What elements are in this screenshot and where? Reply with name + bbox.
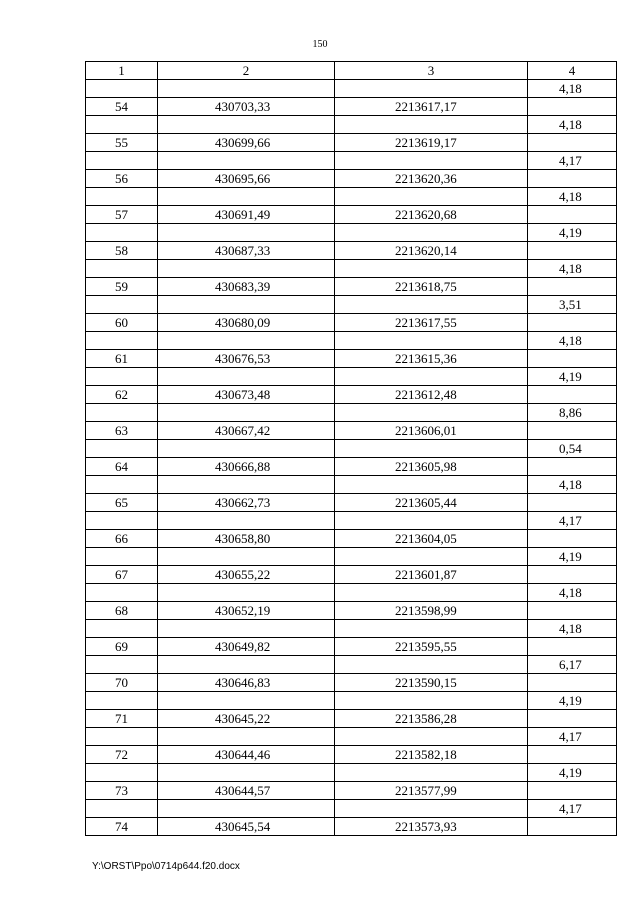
x-coordinate-cell: 430655,22 <box>158 566 335 584</box>
point-number-cell: 65 <box>86 494 158 512</box>
point-number-cell: 56 <box>86 170 158 188</box>
point-row <box>86 170 617 188</box>
point-number-cell: 57 <box>86 206 158 224</box>
y-coordinate-cell: 2213586,28 <box>335 710 528 728</box>
y-coordinate-cell: 2213573,93 <box>335 818 528 836</box>
distance-cell: 4,17 <box>528 152 617 170</box>
point-row <box>86 98 617 116</box>
point-row <box>86 530 617 548</box>
distance-row <box>86 224 617 242</box>
x-coordinate-cell: 430691,49 <box>158 206 335 224</box>
x-coordinate-cell: 430680,09 <box>158 314 335 332</box>
distance-cell: 4,19 <box>528 548 617 566</box>
distance-cell: 4,18 <box>528 584 617 602</box>
point-row <box>86 494 617 512</box>
point-row <box>86 350 617 368</box>
distance-row <box>86 116 617 134</box>
distance-row <box>86 764 617 782</box>
page-number: 150 <box>312 39 328 50</box>
point-row <box>86 746 617 764</box>
point-row <box>86 602 617 620</box>
distance-row <box>86 368 617 386</box>
point-row <box>86 206 617 224</box>
distance-cell: 4,18 <box>528 476 617 494</box>
point-row <box>86 566 617 584</box>
point-number-cell: 59 <box>86 278 158 296</box>
point-number-cell: 61 <box>86 350 158 368</box>
distance-cell: 4,17 <box>528 512 617 530</box>
distance-row <box>86 476 617 494</box>
x-coordinate-cell: 430667,42 <box>158 422 335 440</box>
y-coordinate-cell: 2213620,36 <box>335 170 528 188</box>
footer-file-path: Y:\ORST\Ppo\0714p644.f20.docx <box>92 861 240 872</box>
y-coordinate-cell: 2213604,05 <box>335 530 528 548</box>
distance-row <box>86 80 617 98</box>
point-number-cell: 58 <box>86 242 158 260</box>
distance-row <box>86 512 617 530</box>
point-row <box>86 458 617 476</box>
distance-cell: 4,17 <box>528 800 617 818</box>
column-header-4: 4 <box>528 62 617 80</box>
distance-cell: 4,18 <box>528 80 617 98</box>
point-number-cell: 55 <box>86 134 158 152</box>
distance-row <box>86 692 617 710</box>
distance-cell: 4,17 <box>528 728 617 746</box>
distance-cell: 4,18 <box>528 260 617 278</box>
x-coordinate-cell: 430652,19 <box>158 602 335 620</box>
point-row <box>86 710 617 728</box>
distance-row <box>86 656 617 674</box>
point-number-cell: 66 <box>86 530 158 548</box>
point-row <box>86 314 617 332</box>
point-row <box>86 386 617 404</box>
distance-cell: 4,18 <box>528 116 617 134</box>
point-number-cell: 73 <box>86 782 158 800</box>
distance-cell: 4,19 <box>528 764 617 782</box>
distance-cell: 4,18 <box>528 188 617 206</box>
y-coordinate-cell: 2213605,44 <box>335 494 528 512</box>
y-coordinate-cell: 2213612,48 <box>335 386 528 404</box>
x-coordinate-cell: 430699,66 <box>158 134 335 152</box>
x-coordinate-cell: 430662,73 <box>158 494 335 512</box>
y-coordinate-cell: 2213582,18 <box>335 746 528 764</box>
point-number-cell: 54 <box>86 98 158 116</box>
coordinates-table <box>85 61 617 836</box>
point-number-cell: 69 <box>86 638 158 656</box>
table-body <box>86 80 617 836</box>
distance-row <box>86 800 617 818</box>
x-coordinate-cell: 430695,66 <box>158 170 335 188</box>
column-header-2: 2 <box>158 62 335 80</box>
y-coordinate-cell: 2213619,17 <box>335 134 528 152</box>
point-number-cell: 64 <box>86 458 158 476</box>
x-coordinate-cell: 430646,83 <box>158 674 335 692</box>
y-coordinate-cell: 2213605,98 <box>335 458 528 476</box>
distance-row <box>86 260 617 278</box>
y-coordinate-cell: 2213620,68 <box>335 206 528 224</box>
y-coordinate-cell: 2213620,14 <box>335 242 528 260</box>
y-coordinate-cell: 2213598,99 <box>335 602 528 620</box>
distance-row <box>86 332 617 350</box>
x-coordinate-cell: 430673,48 <box>158 386 335 404</box>
x-coordinate-cell: 430649,82 <box>158 638 335 656</box>
point-row <box>86 278 617 296</box>
distance-cell: 0,54 <box>528 440 617 458</box>
point-number-cell: 68 <box>86 602 158 620</box>
x-coordinate-cell: 430645,22 <box>158 710 335 728</box>
point-row <box>86 638 617 656</box>
distance-cell: 4,19 <box>528 368 617 386</box>
point-number-cell: 70 <box>86 674 158 692</box>
y-coordinate-cell: 2213617,17 <box>335 98 528 116</box>
distance-row <box>86 620 617 638</box>
point-row <box>86 242 617 260</box>
point-number-cell: 63 <box>86 422 158 440</box>
column-header-3: 3 <box>335 62 528 80</box>
y-coordinate-cell: 2213617,55 <box>335 314 528 332</box>
point-row <box>86 818 617 836</box>
x-coordinate-cell: 430676,53 <box>158 350 335 368</box>
point-number-cell: 71 <box>86 710 158 728</box>
distance-row <box>86 152 617 170</box>
distance-cell: 6,17 <box>528 656 617 674</box>
distance-row <box>86 440 617 458</box>
point-number-cell: 62 <box>86 386 158 404</box>
point-row <box>86 422 617 440</box>
y-coordinate-cell: 2213615,36 <box>335 350 528 368</box>
table-header-row <box>86 62 617 80</box>
y-coordinate-cell: 2213601,87 <box>335 566 528 584</box>
x-coordinate-cell: 430687,33 <box>158 242 335 260</box>
column-header-1: 1 <box>86 62 158 80</box>
x-coordinate-cell: 430703,33 <box>158 98 335 116</box>
point-number-cell: 72 <box>86 746 158 764</box>
point-row <box>86 674 617 692</box>
point-row <box>86 134 617 152</box>
distance-cell: 3,51 <box>528 296 617 314</box>
point-number-cell: 67 <box>86 566 158 584</box>
y-coordinate-cell: 2213618,75 <box>335 278 528 296</box>
distance-row <box>86 404 617 422</box>
distance-row <box>86 296 617 314</box>
y-coordinate-cell: 2213590,15 <box>335 674 528 692</box>
x-coordinate-cell: 430644,46 <box>158 746 335 764</box>
distance-row <box>86 188 617 206</box>
x-coordinate-cell: 430658,80 <box>158 530 335 548</box>
point-number-cell: 60 <box>86 314 158 332</box>
x-coordinate-cell: 430644,57 <box>158 782 335 800</box>
distance-cell: 4,18 <box>528 620 617 638</box>
distance-cell: 4,19 <box>528 692 617 710</box>
y-coordinate-cell: 2213577,99 <box>335 782 528 800</box>
distance-row <box>86 548 617 566</box>
point-row <box>86 782 617 800</box>
distance-row <box>86 728 617 746</box>
distance-cell: 4,19 <box>528 224 617 242</box>
y-coordinate-cell: 2213606,01 <box>335 422 528 440</box>
x-coordinate-cell: 430645,54 <box>158 818 335 836</box>
distance-row <box>86 584 617 602</box>
y-coordinate-cell: 2213595,55 <box>335 638 528 656</box>
distance-cell: 4,18 <box>528 332 617 350</box>
x-coordinate-cell: 430683,39 <box>158 278 335 296</box>
x-coordinate-cell: 430666,88 <box>158 458 335 476</box>
point-number-cell: 74 <box>86 818 158 836</box>
distance-cell: 8,86 <box>528 404 617 422</box>
